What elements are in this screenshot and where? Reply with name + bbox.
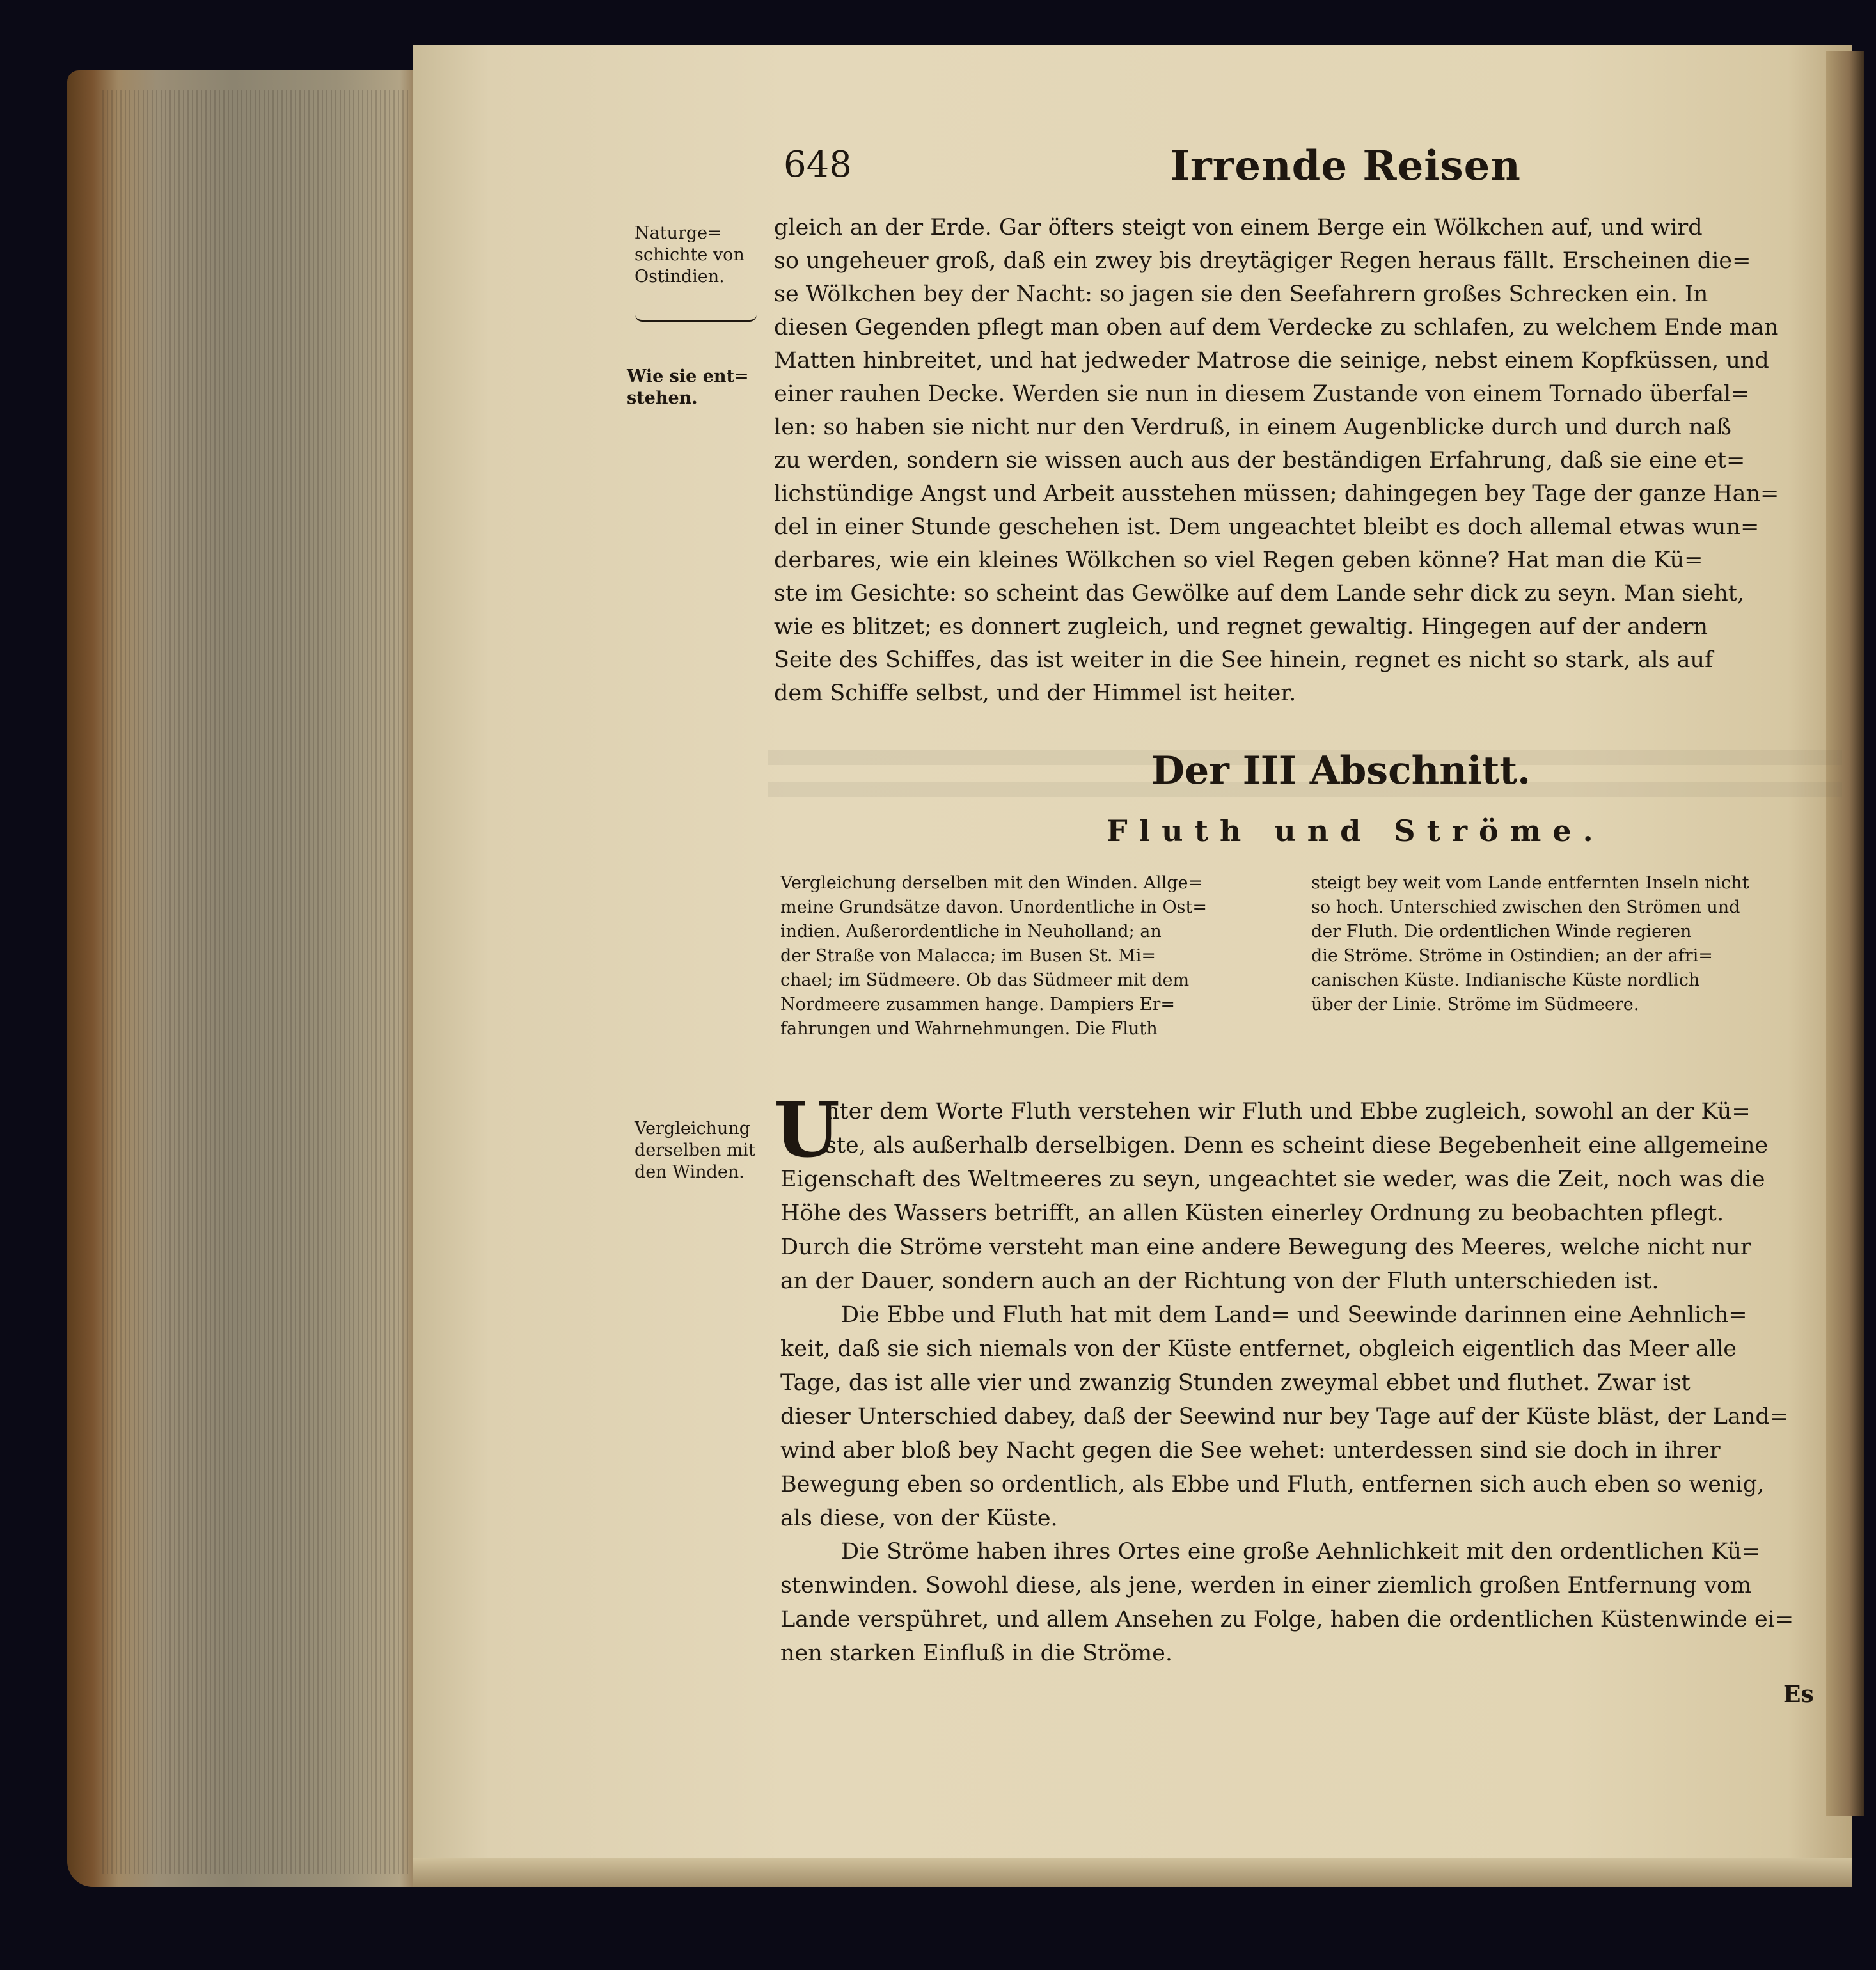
text-line: Die Ströme haben ihres Ortes eine große Aehnlichkeit mit den ordentlichen Kü= [841,1539,1761,1564]
text-line: meine Grundsätze davon. Unordentliche in Ost= [780,897,1207,917]
text-line: stenwinden. Sowohl diese, als jene, werden in einer ziemlich großen Entfernung vom [780,1573,1752,1598]
text-line: canischen Küste. Indianische Küste nordlich [1311,970,1700,990]
text-line: len: so haben sie nicht nur den Verdruß, in einem Augenblicke durch und durch naß [774,414,1731,440]
text-line: einer rauhen Decke. Werden sie nun in diesem Zustande von einem Tornado überfal= [774,381,1750,407]
text-line: Durch die Ströme versteht man eine andere Bewegung des Meeres, welche nicht nur [780,1234,1751,1260]
text-line: gleich an der Erde. Gar öfters steigt von einem Berge ein Wölkchen auf, und wird [774,215,1703,240]
text-line: Tage, das ist alle vier und zwanzig Stunden zweymal ebbet und fluthet. Zwar ist [780,1370,1691,1396]
text-line: se Wölkchen bey der Nacht: so jagen sie den Seefahrern großes Schrecken ein. In [774,281,1708,307]
page-bottom-edge [413,1858,1852,1887]
text-line: so hoch. Unterschied zwischen den Strömen und [1311,897,1740,917]
text-line: indien. Außerordentliche in Neuholland; an [780,922,1162,942]
text-line: ste, als außerhalb derselbigen. Denn es scheint diese Begebenheit eine allgemeine [825,1133,1769,1158]
text-line: diesen Gegenden pflegt man oben auf dem Verdecke zu schlafen, zu welchem Ende man [774,315,1779,340]
text-line: wind aber bloß bey Nacht gegen die See wehet: unterdessen sind sie doch in ihrer [780,1438,1721,1463]
text-line: der Fluth. Die ordentlichen Winde regieren [1311,922,1692,942]
text-line: Höhe des Wassers betrifft, an allen Küsten einerley Ordnung zu beobachten pflegt. [780,1201,1724,1226]
running-head: Irrende Reisen [1171,142,1521,190]
margin-note: Naturge= schichte von Ostindien. [635,223,745,287]
page-number: 648 [784,144,852,185]
section-subtitle: Fluth und Ströme. [1107,814,1605,848]
drop-cap: U [774,1085,840,1174]
text-line: del in einer Stunde geschehen ist. Dem ungeachtet bleibt es doch allemal etwas wun= [774,514,1760,540]
page-edge-texture [102,90,409,1874]
text-line: über der Linie. Ströme im Südmeere. [1311,995,1639,1014]
text-line: Bewegung eben so ordentlich, als Ebbe und Fluth, entfernen sich auch eben so wenig, [780,1472,1765,1497]
text-line: an der Dauer, sondern auch an der Richtung von der Fluth unterschieden ist. [780,1268,1659,1294]
text-line: dieser Unterschied dabey, daß der Seewind nur bey Tage auf der Küste bläst, der Land= [780,1404,1789,1430]
text-line: fahrungen und Wahrnehmungen. Die Fluth [780,1019,1158,1039]
margin-brace [635,315,757,322]
text-line: chael; im Südmeere. Ob das Südmeer mit dem [780,970,1190,990]
text-line: keit, daß sie sich niemals von der Küste entfernet, obgleich eigentlich das Meer alle [780,1336,1737,1362]
text-line: die Ströme. Ströme in Ostindien; an der afri= [1311,946,1713,966]
text-line: Lande verspühret, und allem Ansehen zu Folge, haben die ordentlichen Küstenwinde ei= [780,1607,1794,1632]
text-line: Seite des Schiffes, das ist weiter in die See hinein, regnet es nicht so stark, als auf [774,647,1714,673]
text-line: ste im Gesichte: so scheint das Gewölke auf dem Lande sehr dick zu seyn. Man sieht, [774,581,1744,606]
text-line: so ungeheuer groß, daß ein zwey bis dreytägiger Regen heraus fällt. Erscheinen die= [774,248,1751,274]
text-line: Die Ebbe und Fluth hat mit dem Land= und Seewinde darinnen eine Aehnlich= [841,1302,1747,1328]
text-line: Nordmeere zusammen hange. Dampiers Er= [780,995,1175,1014]
text-line: als diese, von der Küste. [780,1506,1058,1531]
text-line: nter dem Worte Fluth verstehen wir Fluth und Ebbe zugleich, sowohl an der Kü= [825,1099,1751,1124]
text-line: derbares, wie ein kleines Wölkchen so viel Regen geben könne? Hat man die Kü= [774,548,1703,573]
text-line: zu werden, sondern sie wissen auch aus der beständigen Erfahrung, daß sie eine et= [774,448,1746,473]
catchword: Es [1783,1681,1814,1708]
margin-note: Wie sie ent= stehen. [627,366,749,408]
text-line: Matten hinbreitet, und hat jedweder Matrose die seinige, nebst einem Kopfküssen, und [774,348,1769,374]
text-line: der Straße von Malacca; im Busen St. Mi= [780,946,1156,966]
section-title: Der III Abschnitt. [1151,748,1531,793]
text-line: lichstündige Angst und Arbeit ausstehen müssen; dahingegen bey Tage der ganze Han= [774,481,1779,507]
text-line: Eigenschaft des Weltmeeres zu seyn, ungeachtet sie weder, was die Zeit, noch was die [780,1167,1765,1192]
text-line: Vergleichung derselben mit den Winden. Allge= [780,873,1203,893]
margin-note: Vergleichung derselben mit den Winden. [635,1119,755,1182]
text-line: dem Schiffe selbst, und der Himmel ist heiter. [774,681,1297,706]
text-line: steigt bey weit vom Lande entfernten Inseln nicht [1311,873,1749,893]
text-line: wie es blitzet; es donnert zugleich, und regnet gewaltig. Hingegen auf der andern [774,614,1708,640]
text-line: nen starken Einfluß in die Ströme. [780,1641,1172,1666]
